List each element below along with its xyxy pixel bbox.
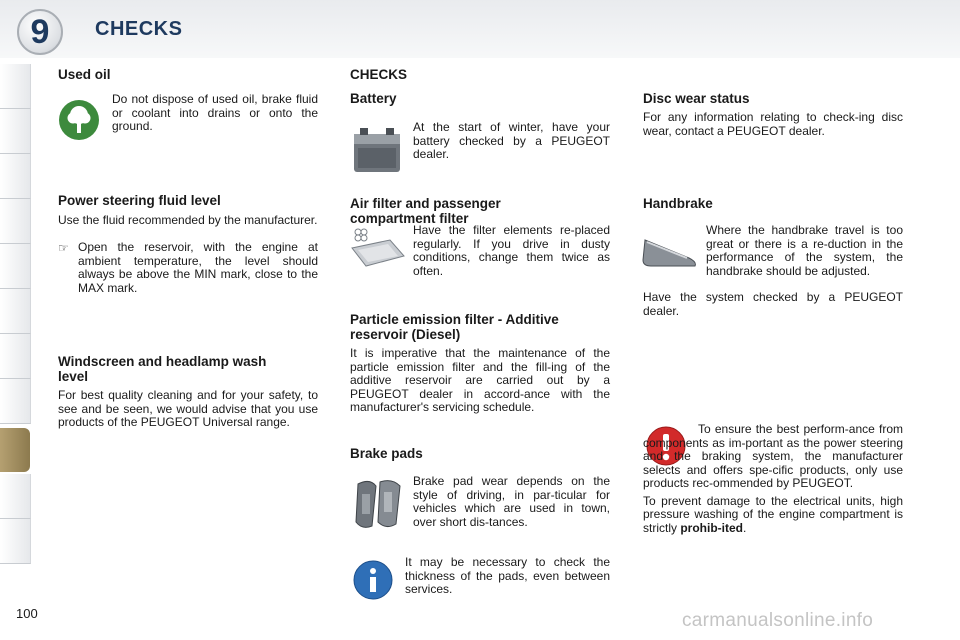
battery-text: At the start of winter, have your battery checked by a PEUGEOT dealer. xyxy=(413,120,610,161)
battery-heading: Battery xyxy=(350,91,397,106)
chapter-tab[interactable] xyxy=(0,519,31,564)
watermark: carmanualsonline.info xyxy=(682,610,874,631)
power-steering-text: Use the fluid recommended by the manufacturer. xyxy=(58,213,318,227)
chapter-tabs xyxy=(0,64,34,574)
chapter-number-badge: 9 xyxy=(17,9,63,55)
chapter-tab[interactable] xyxy=(0,379,31,424)
air-filter-text: Have the filter elements re-placed regularly. If you drive in dusty conditions, change them twice as often. xyxy=(413,223,610,278)
checks-section-title: CHECKS xyxy=(350,67,408,82)
windscreen-text: For best quality cleaning and for your safety, to see and be seen, we would advise that you use products of the PEUGEOT Universal range. xyxy=(58,388,318,429)
chapter-tab[interactable] xyxy=(0,199,31,244)
chapter-tab-active[interactable] xyxy=(0,428,30,472)
chapter-tab[interactable] xyxy=(0,289,31,334)
particle-filter-heading: Particle emission filter - Additive reservoir (Diesel) xyxy=(350,312,559,342)
used-oil-heading: Used oil xyxy=(58,67,111,82)
handbrake-text-2: Have the system checked by a PEUGEOT dealer. xyxy=(643,290,903,318)
disc-wear-text: For any information relating to check-ing disc wear, contact a PEUGEOT dealer. xyxy=(643,110,903,138)
warning-text-1: To ensure the best perform-ance from components as im-portant as the power steering and the braking system, the manufacturer selects and offers spe-cific products, only use products rec-ommended by PEUGEOT. xyxy=(643,422,903,490)
air-filter-icon xyxy=(350,226,406,278)
tree-icon xyxy=(58,99,100,141)
handbrake-icon xyxy=(641,230,701,270)
used-oil-text: Do not dispose of used oil, brake fluid or coolant into drains or onto the ground. xyxy=(112,92,318,133)
chapter-tab[interactable] xyxy=(0,244,31,289)
chapter-tab[interactable] xyxy=(0,64,31,109)
bullet-hand-icon: ☞ xyxy=(58,241,69,255)
particle-filter-text: It is imperative that the maintenance of the particle emission filter and the fill-ing of the additive reservoir are carried out by a PEUGEOT dealer in accord-ance with the manufacturer's servicing schedule. xyxy=(350,346,610,414)
brake-pads-heading: Brake pads xyxy=(350,446,423,461)
warning-text-2: To prevent damage to the electrical units, high pressure washing of the engine compartment is strictly prohib-ited. xyxy=(643,493,903,535)
handbrake-text: Where the handbrake travel is too great or there is a re-duction in the performance of the system, the handbrake should be adjusted. xyxy=(706,223,903,278)
battery-icon xyxy=(350,124,406,176)
chapter-tab[interactable] xyxy=(0,474,31,519)
windscreen-heading: Windscreen and headlamp wash level xyxy=(58,354,267,384)
power-steering-bullet: Open the reservoir, with the engine at ambient temperature, the level should always be above the MIN mark, close to the MAX mark. xyxy=(78,240,318,295)
handbrake-heading: Handbrake xyxy=(643,196,713,211)
warning-box xyxy=(643,423,903,535)
air-filter-heading: Air filter and passenger compartment filter xyxy=(350,196,501,226)
info-icon xyxy=(353,560,393,600)
chapter-tab[interactable] xyxy=(0,109,31,154)
chapter-tab[interactable] xyxy=(0,154,31,199)
disc-wear-heading: Disc wear status xyxy=(643,91,750,106)
page-title: CHECKS xyxy=(95,18,183,40)
brake-pads-text: Brake pad wear depends on the style of driving, in par-ticular for vehicles which are used in town, over short dis-tances. xyxy=(413,474,610,529)
brake-pads-info-text: It may be necessary to check the thickness of the pads, even between services. xyxy=(405,555,610,596)
power-steering-heading: Power steering fluid level xyxy=(58,193,221,208)
page-number: 100 xyxy=(16,606,38,621)
brake-pads-icon xyxy=(352,476,404,532)
chapter-tab[interactable] xyxy=(0,334,31,379)
